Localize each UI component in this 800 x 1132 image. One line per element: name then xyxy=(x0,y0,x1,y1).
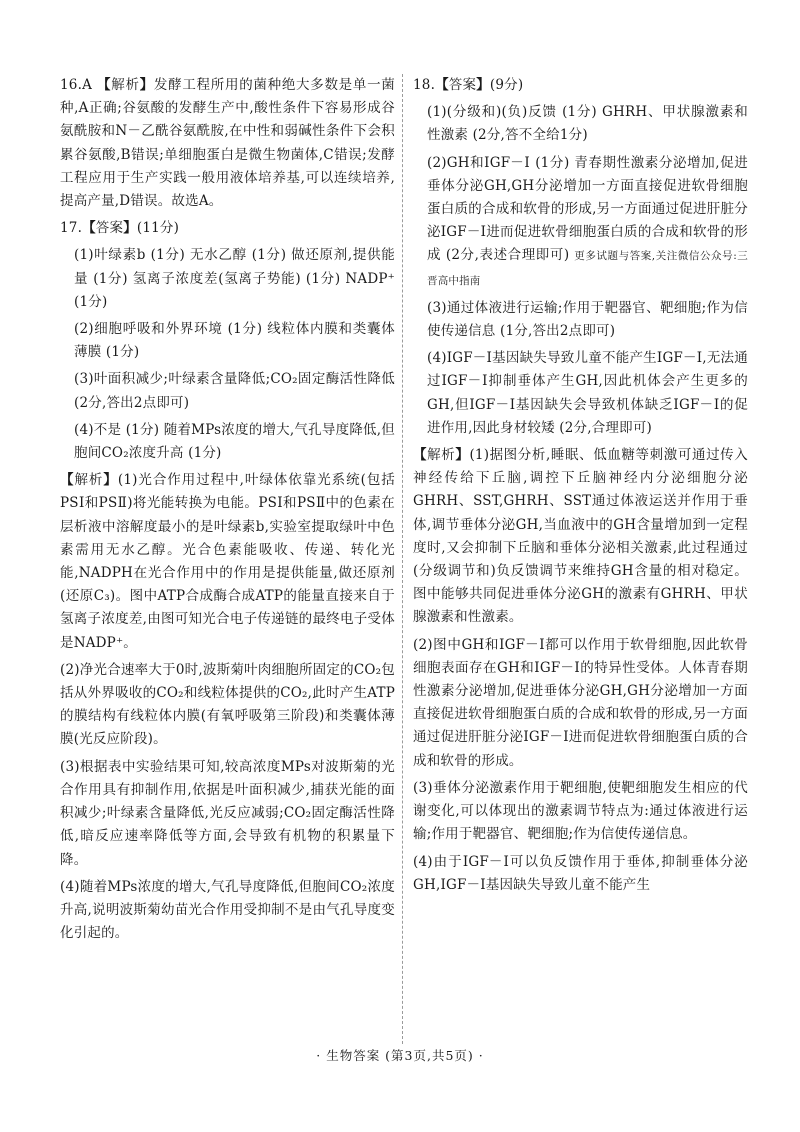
q17-analysis-tag: 【 解析 】 xyxy=(60,472,118,488)
q18-answer-2: (2)GH和IGF－Ⅰ (1分) 青春期性激素分泌增加,促进垂体分泌GH,GH分泌增加一方面直接促进软骨细胞蛋白质的合成和软骨的形成,另一方面通过促进肝脏分泌IGF－Ⅰ进而促进软骨细胞蛋白质的合成和软骨的形成 (2分,表述合理即可) xyxy=(427,154,748,264)
q18-answer-4: (4)IGF－Ⅰ基因缺失导致儿童不能产生IGF－Ⅰ,无法通过IGF－Ⅰ抑制垂体产生GH,因此机体会产生更多的GH,但IGF－Ⅰ基因缺失会导致机体缺乏IGF－Ⅰ的促进作用,因此身材较矮 (2分,合理即可) xyxy=(427,350,748,436)
q17-header xyxy=(60,217,395,240)
right-column xyxy=(413,74,748,901)
promo-text: 更多试题与答案,关注微信公众号:三晋高中指南 xyxy=(427,250,749,287)
q17-answer-3: (3)叶面积减少;叶绿素含量降低;CO₂固定酶活性降低 (2分,答出2点即可) xyxy=(74,371,395,411)
q17-answer-1: (1)叶绿素b (1分) 无水乙醇 (1分) 做还原剂,提供能量 (1分) 氢离子浓度差(氢离子势能) (1分) NADP⁺ (1分) xyxy=(74,247,395,310)
q18-analysis-tag: 【 解析 】 xyxy=(413,447,469,463)
left-column xyxy=(60,74,395,949)
q16-analysis-text: 发酵工程所用的菌种绝大多数是单一菌种,A正确;谷氨酸的发酵生产中,酸性条件下容易形成谷氨酰胺和N－乙酰谷氨酰胺,在中性和弱碱性条件下会积累谷氨酸,B错误;单细胞蛋白是微生物菌体,C错误;发酵工程应用于生产实践一般用液体培养基,可以连续培养,提高产量,D错误。故选A。 xyxy=(60,77,396,210)
q18-analysis-1-block xyxy=(413,444,748,630)
q17-analysis-1-block xyxy=(60,469,395,655)
q18-analysis-1: (1)据图分析,睡眠、低血糖等刺激可通过传入神经传给下丘脑,调控下丘脑神经内分泌细胞分泌GHRH、SST,GHRH、SST通过体液运送并作用于垂体,调节垂体分泌GH,当血液中的GH含量增加到一定程度时,又会抑制下丘脑和垂体分泌相关激素,此过程通过(分级调节和)负反馈调节来维持GH含量的相对稳定。图中能够共同促进垂体分泌GH的激素有GHRH、甲状腺激素和性激素。 xyxy=(413,447,748,626)
q18-answer-2-block xyxy=(413,152,748,293)
q17-analysis-3: (3)根据表中实验结果可知,较高浓度MPs对波斯菊的光合作用具有抑制作用,依据是叶面积减少,捕获光能的面积减少;叶绿素含量降低,光反应减弱;CO₂固定酶活性降低,暗反应速率降低等方面,会导致有机物的积累量下降。 xyxy=(60,758,395,868)
q18-analysis-4: (4)由于IGF－Ⅰ可以负反馈作用于垂体,抑制垂体分泌GH,IGF－Ⅰ基因缺失导致儿童不能产生 xyxy=(413,853,748,893)
page-footer: · 生物答案 (第3页,共5页) · xyxy=(316,1048,484,1063)
q18-analysis-3: (3)垂体分泌激素作用于靶细胞,使靶细胞发生相应的代谢变化,可以体现出的激素调节特点为:通过体液进行运输;作用于靶器官、靶细胞;作为信使传递信息。 xyxy=(413,779,748,843)
q16-block xyxy=(60,74,395,213)
q17-analysis-4: (4)随着MPs浓度的增大,气孔导度降低,但胞间CO₂浓度升高,说明波斯菊幼苗光合作用受抑制不是由气孔导度变化引起的。 xyxy=(60,878,395,942)
q17-answer-4: (4)不是 (1分) 随着MPs浓度的增大,气孔导度降低,但胞间CO₂浓度升高 (1分) xyxy=(74,421,395,462)
column-divider xyxy=(402,74,403,1044)
q18-answer-3: (3)通过体液进行运输;作用于靶器官、靶细胞;作为信使传递信息 (1分,答出2点即可) xyxy=(427,299,748,340)
q16-analysis-tag: 【 解析 】 xyxy=(97,77,154,93)
q17-answer-tag: 【 答案 】 xyxy=(82,220,137,236)
q17-analysis-1: (1)光合作用过程中,叶绿体依靠光系统(包括PSⅠ和PSⅡ)将光能转换为电能。PSⅠ和PSⅡ中的色素在层析液中溶解度最小的是叶绿素b,实验室提取绿叶中色素需用无水乙醇。光合色素能吸收、传递、转化光能,NADPH在光合作用中的作用是提供能量,做还原剂(还原C₃)。图中ATP合成酶合成ATP的能量直接来自于氢离子浓度差,由图可知光合电子传递链的最终电子受体是NADP⁺。 xyxy=(60,472,395,651)
q17-number: 17. xyxy=(60,220,83,237)
q17-analysis-2: (2)净光合速率大于0时,波斯菊叶肉细胞所固定的CO₂包括从外界吸收的CO₂和线粒体提供的CO₂,此时产生ATP的膜结构有线粒体内膜(有氧呼吸第三阶段)和类囊体薄膜(光反应阶段)。 xyxy=(60,661,395,748)
q17-answer-2: (2)细胞呼吸和外界环境 (1分) 线粒体内膜和类囊体薄膜 (1分) xyxy=(74,321,395,361)
q17-score: (11分) xyxy=(136,220,180,237)
q18-number: 18. xyxy=(413,77,436,93)
q18-analysis-2: (2)图中GH和IGF－Ⅰ都可以作用于软骨细胞,因此软骨细胞表面存在GH和IGF－Ⅰ的特异性受体。人体青春期性激素分泌增加,促进垂体分泌GH,GH分泌增加一方面直接促进软骨细胞蛋白质的合成和软骨的形成,另一方面通过促进肝脏分泌IGF－Ⅰ进而促进软骨细胞蛋白质的合成和软骨的形成。 xyxy=(413,636,748,769)
q16-number: 16.A xyxy=(60,77,93,93)
q18-score: (9分) xyxy=(489,77,524,93)
q18-answer-1: (1)(分级和)(负)反馈 (1分) GHRH、甲状腺激素和性激素 (2分,答不全给1分) xyxy=(427,104,748,144)
q18-header xyxy=(413,74,748,97)
q18-answer-tag: 【 答案 】 xyxy=(435,77,490,93)
